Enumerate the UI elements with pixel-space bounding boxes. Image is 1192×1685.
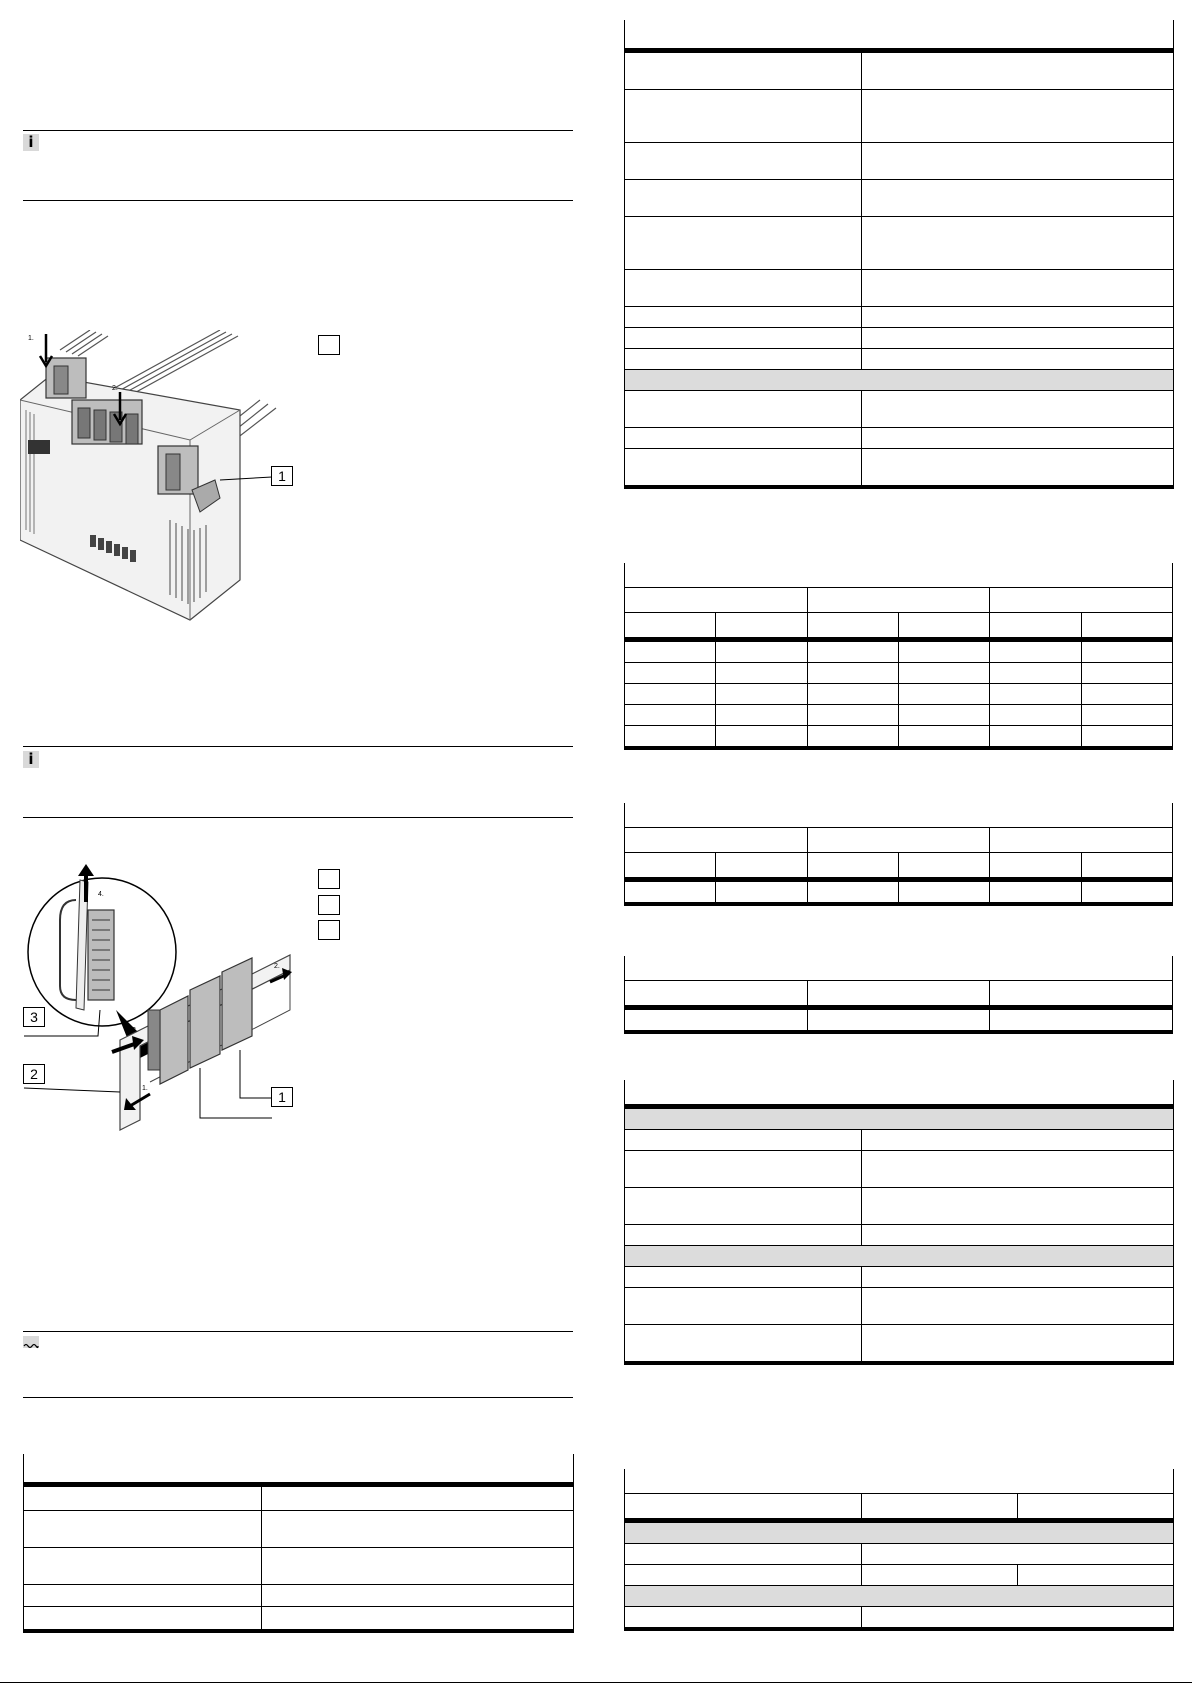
fig2-step-3: 3. [132, 1027, 138, 1034]
note-3-bottom-rule [23, 1397, 573, 1398]
right-table-5 [624, 1080, 1174, 1365]
module-connector-illustration [20, 330, 300, 650]
fig2-callout-2: 2 [23, 1064, 45, 1084]
fig2-legend-box-1 [318, 869, 340, 889]
right-table-3 [624, 803, 1173, 906]
note-2-top-rule [23, 746, 573, 747]
right-table-1 [624, 20, 1174, 489]
note-2-bottom-rule [23, 817, 573, 818]
fig1-step-1: 1. [28, 335, 34, 342]
note-3-top-rule [23, 1331, 573, 1332]
fig2-step-1: 1. [142, 1085, 148, 1092]
info-icon: i [23, 134, 39, 151]
fig2-step-4: 4. [98, 891, 104, 898]
info-icon: i [23, 751, 39, 768]
fig1-legend-box-blank [318, 335, 340, 355]
fig2-legend-box-2 [318, 895, 340, 915]
fig1-step-2: 2. [112, 385, 118, 392]
right-table-4 [624, 956, 1173, 1034]
right-table-6 [624, 1469, 1174, 1631]
rail-mounting-illustration [20, 860, 300, 1140]
note-1-top-rule [23, 130, 573, 131]
fig2-callout-3: 3 [23, 1007, 45, 1027]
note-1-bottom-rule [23, 200, 573, 201]
right-table-2 [624, 563, 1173, 750]
environment-icon [23, 1336, 39, 1348]
fig2-legend-box-3 [318, 920, 340, 940]
fig2-step-2: 2. [274, 963, 280, 970]
fig1-callout-1: 1 [271, 466, 293, 486]
fig2-callout-1: 1 [271, 1087, 293, 1107]
page-bottom-rule [0, 1682, 1192, 1683]
left-table [23, 1454, 574, 1633]
